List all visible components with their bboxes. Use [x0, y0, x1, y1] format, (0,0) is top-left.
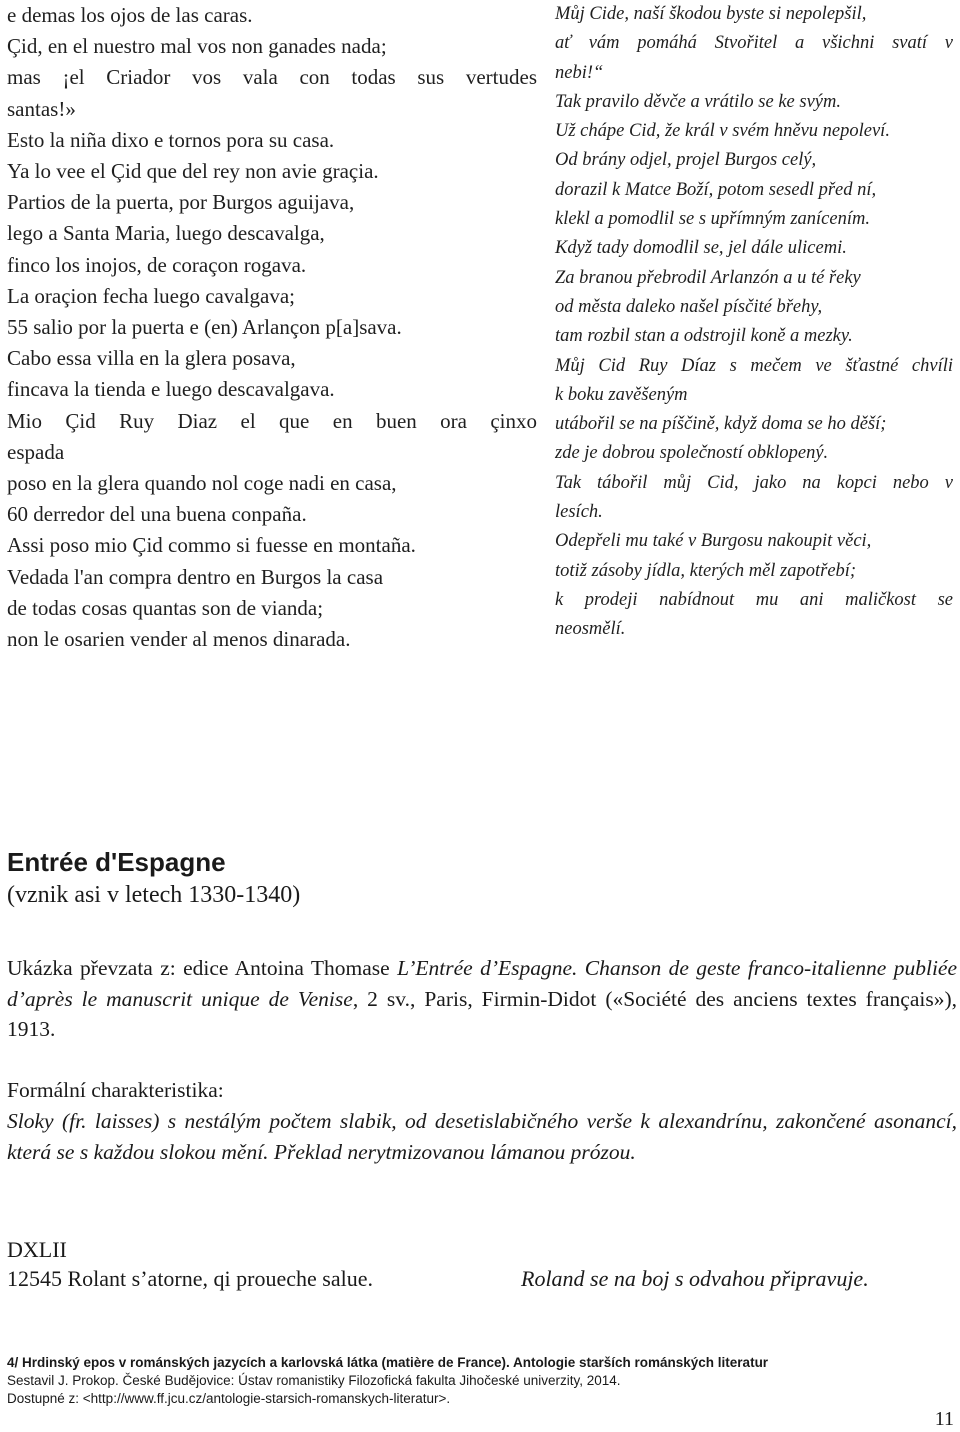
czech-verse-line: dorazil k Matce Boží, potom sesedl před ní, — [555, 179, 877, 200]
czech-verse-line: nebi!“ — [555, 62, 604, 83]
source-lead: Ukázka převzata z: edice Antoina Thomase — [7, 956, 398, 980]
spanish-verse-line: finco los inojos, de coraçon rogava. — [7, 252, 307, 277]
spanish-verse-line: Çid, en el nuestro mal vos non ganades nada; — [7, 34, 387, 59]
spanish-verse-line: Ya lo vee el Çid que del rey non avie graçia. — [7, 159, 379, 184]
section-header — [7, 846, 957, 912]
czech-verse-line: Když tady domodlil se, jel dále ulicemi. — [555, 238, 847, 259]
spanish-verse-line: Vedada l'an compra dentro en Burgos la casa — [7, 564, 384, 589]
footer-url: Dostupné z: <http://www.ff.jcu.cz/antologie-starsich-romanskych-literatur>. — [7, 1391, 451, 1406]
czech-verse-line: neosmělí. — [555, 619, 626, 640]
czech-translation-column — [555, 0, 953, 645]
footer-title: 4/ Hrdinský epos v románských jazycích a karlovská látka (matière de France). Antologie starších románských literatur — [7, 1355, 769, 1370]
czech-verse-line: k prodeji nabídnout mu ani maličkost se — [555, 589, 953, 610]
spanish-verse-line: fincava la tienda e luego descavalgava. — [7, 377, 335, 402]
formal-label: Formální charakteristika: — [7, 1078, 224, 1102]
spanish-verse-line: lego a Santa Maria, luego descavalga, — [7, 221, 325, 246]
czech-verse-line: Už chápe Cid, že král v svém hněvu nepoleví. — [555, 121, 890, 142]
spanish-verse-line: Cabo essa villa en la glera posava, — [7, 346, 296, 371]
source-tail: , 2 sv., Paris, Firmin-Didot («Société des anciens textes français»), 1913. — [7, 986, 958, 1041]
laisse-number: DXLII — [7, 1237, 67, 1262]
spanish-poem-column — [7, 0, 537, 655]
spanish-verse-line: de todas cosas quantas son de vianda; — [7, 595, 324, 620]
czech-verse-line: Tak pravilo děvče a vrátilo se ke svým. — [555, 91, 841, 112]
page-number: 11 — [934, 1408, 954, 1430]
spanish-verse-line: 55 salio por la puerta e (en) Arlançon p[a]sava. — [7, 315, 402, 340]
czech-verse-line: Za branou přebrodil Arlanzón a u té řeky — [555, 267, 861, 288]
laisse-translation-line: Roland se na boj s odvahou připravuje. — [521, 1266, 869, 1291]
spanish-verse-line: Partios de la puerta, por Burgos aguijava, — [7, 190, 355, 215]
page-footer — [7, 1354, 957, 1408]
section-title: Entrée d'Espagne — [7, 847, 226, 877]
czech-verse-line: Můj Cide, naší škodou byste si nepolepšil, — [555, 4, 867, 24]
spanish-verse-line: Assi poso mio Çid commo si fuesse en montaña. — [7, 533, 416, 558]
footer-editor: Sestavil J. Prokop. České Budějovice: Ústav romanistiky Filozofická fakulta Jihočeské univerzity, 2014. — [7, 1373, 621, 1388]
spanish-verse-line: santas!» — [7, 96, 76, 121]
czech-verse-line: lesích. — [555, 502, 603, 523]
spanish-verse-line: non le osarien vender al menos dinarada. — [7, 627, 351, 652]
czech-verse-line: Tak tábořil můj Cid, jako na kopci nebo v — [555, 472, 953, 493]
czech-verse-line: Můj Cid Ruy Díaz s mečem ve šťastné chvíli — [555, 355, 953, 376]
czech-verse-line: klekl a pomodlil se s upřímným zanícením. — [555, 209, 870, 230]
spanish-verse-line: Mio Çid Ruy Diaz el que en buen ora çinxo — [7, 408, 537, 433]
spanish-verse-line: poso en la glera quando nol coge nadi en casa, — [7, 471, 397, 496]
czech-verse-line: utábořil se na píščině, když doma se ho děší; — [555, 414, 887, 435]
spanish-verse-line: 60 derredor del una buena conpaña. — [7, 502, 307, 527]
czech-verse-line: k boku zavěšeným — [555, 384, 688, 405]
czech-verse-line: ať vám pomáhá Stvořitel a všichni svatí v — [555, 33, 953, 54]
laisse-original-line: 12545 Rolant s’atorne, qi proueche salue. — [7, 1266, 373, 1291]
source-title: L’Entrée d’Espagne. Chanson de geste franco-italienne publiée d’après le manuscrit unique de Venise — [7, 956, 958, 1011]
czech-verse-line: totiž zásoby jídla, kterých měl zapotřebí; — [555, 560, 857, 581]
spanish-verse-line: La oraçion fecha luego cavalgava; — [7, 283, 296, 308]
spanish-verse-line: espada — [7, 439, 65, 464]
spanish-verse-line: mas ¡el Criador vos vala con todas sus vertudes — [7, 65, 537, 90]
spanish-verse-line: e demas los ojos de las caras. — [7, 3, 253, 27]
czech-verse-line: Od brány odjel, projel Burgos celý, — [555, 150, 817, 171]
spanish-verse-line: Esto la niña dixo e tornos pora su casa. — [7, 127, 335, 152]
formal-description: Sloky (fr. laisses) s nestálým počtem slabik, od desetislabičného verše k alexandrínu, zakončené asonancí, která se s každou slokou mění. Překlad nerytmizovanou lámanou prózou. — [7, 1109, 957, 1164]
czech-verse-line: Odepřeli mu také v Burgosu nakoupit věci, — [555, 531, 872, 552]
czech-verse-line: od města daleko našel písčité břehy, — [555, 296, 823, 317]
czech-verse-line: tam rozbil stan a odstrojil koně a mezky. — [555, 326, 853, 347]
section-subtitle: (vznik asi v letech 1330-1340) — [7, 882, 301, 908]
source-paragraph — [7, 953, 957, 1045]
czech-verse-line: zde je dobrou společností obklopený. — [555, 443, 829, 464]
